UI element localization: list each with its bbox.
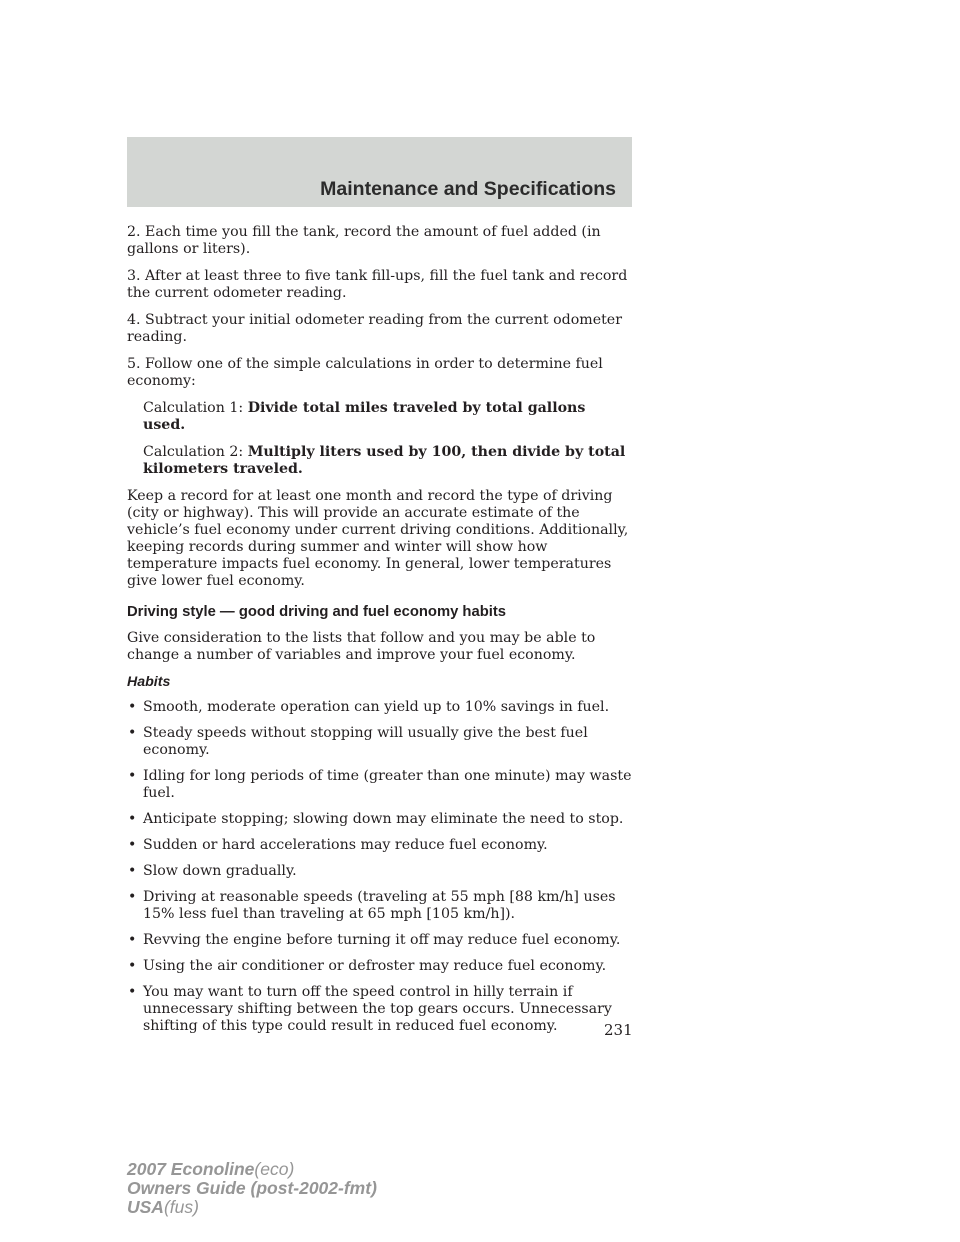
- step-2: 2. Each time you fill the tank, record the amount of fuel added (in gallons or liters).: [127, 224, 601, 257]
- habits-list: [127, 699, 632, 1035]
- list-item-text: Anticipate stopping; slowing down may eliminate the need to stop.: [143, 811, 624, 827]
- bullet-icon: •: [128, 889, 137, 905]
- list-item-text: Driving at reasonable speeds (traveling at 55 mph [88 km/h] uses 15% less fuel than traveling at 65 mph [105 km/h]).: [143, 889, 616, 922]
- step-3: 3. After at least three to five tank fill-ups, fill the fuel tank and record the current odometer reading.: [127, 268, 628, 301]
- driving-style-intro: Give consideration to the lists that follow and you may be able to change a number of variables and improve your fuel economy.: [127, 630, 596, 663]
- calculation-2: [127, 444, 632, 478]
- bullet-icon: •: [128, 863, 137, 879]
- calculation-2-text: Multiply liters used by 100, then divide by total kilometers traveled.: [143, 444, 626, 477]
- calculation-1: [127, 400, 632, 434]
- list-item: [127, 932, 632, 949]
- list-item-text: Revving the engine before turning it off may reduce fuel economy.: [143, 932, 621, 948]
- bullet-icon: •: [128, 958, 137, 974]
- bullet-icon: •: [128, 699, 137, 715]
- step-4: 4. Subtract your initial odometer reading from the current odometer reading.: [127, 312, 622, 345]
- list-item-text: Idling for long periods of time (greater than one minute) may waste fuel.: [143, 768, 632, 801]
- calculation-1-label: Calculation 1:: [143, 400, 244, 416]
- calculation-2-label: Calculation 2:: [143, 444, 244, 460]
- bullet-icon: •: [128, 984, 137, 1000]
- bullet-icon: •: [128, 768, 137, 784]
- list-item: [127, 699, 632, 716]
- habits-heading: Habits: [127, 674, 171, 690]
- footer-market: USA: [127, 1197, 164, 1217]
- section-title: Maintenance and Specifications: [320, 178, 616, 200]
- footer-model: 2007 Econoline: [127, 1159, 255, 1179]
- document-footer: [127, 1160, 377, 1217]
- bullet-icon: •: [128, 725, 137, 741]
- step-5: 5. Follow one of the simple calculations in order to determine fuel economy:: [127, 356, 603, 389]
- list-item: [127, 837, 632, 854]
- bullet-icon: •: [128, 932, 137, 948]
- section-header-band: [127, 137, 632, 207]
- list-item-text: Using the air conditioner or defroster may reduce fuel economy.: [143, 958, 607, 974]
- list-item: [127, 863, 632, 880]
- bullet-icon: •: [128, 837, 137, 853]
- page-content: [127, 224, 632, 1044]
- list-item: [127, 889, 632, 923]
- footer-line-2: [127, 1179, 377, 1198]
- list-item: [127, 984, 632, 1035]
- list-item-text: You may want to turn off the speed control in hilly terrain if unnecessary shifting between the top gears occurs. Unnecessary shifting of this type could result in reduced fuel economy.: [143, 984, 612, 1034]
- footer-model-code: (eco): [254, 1159, 295, 1179]
- driving-style-heading: Driving style — good driving and fuel economy habits: [127, 604, 507, 620]
- footer-market-code: (fus): [163, 1197, 199, 1217]
- bullet-icon: •: [128, 811, 137, 827]
- footer-line-1: [127, 1160, 377, 1179]
- list-item: [127, 958, 632, 975]
- calculation-1-text: Divide total miles traveled by total gallons used.: [143, 400, 586, 433]
- list-item-text: Steady speeds without stopping will usually give the best fuel economy.: [143, 725, 588, 758]
- list-item: [127, 725, 632, 759]
- list-item-text: Sudden or hard accelerations may reduce fuel economy.: [143, 837, 548, 853]
- footer-guide: Owners Guide (post-2002-fmt): [127, 1178, 377, 1198]
- footer-line-3: [127, 1198, 377, 1217]
- list-item: [127, 768, 632, 802]
- record-paragraph: Keep a record for at least one month and record the type of driving (city or highway). This will provide an accurate estimate of the vehicle’s fuel economy under current driving conditions. Additionally, keeping records during summer and winter will show how temperature impacts fuel economy. In general, lower temperatures give lower fuel economy.: [127, 488, 629, 589]
- page-number: 231: [604, 1021, 633, 1039]
- list-item: [127, 811, 632, 828]
- list-item-text: Smooth, moderate operation can yield up to 10% savings in fuel.: [143, 699, 610, 715]
- list-item-text: Slow down gradually.: [143, 863, 297, 879]
